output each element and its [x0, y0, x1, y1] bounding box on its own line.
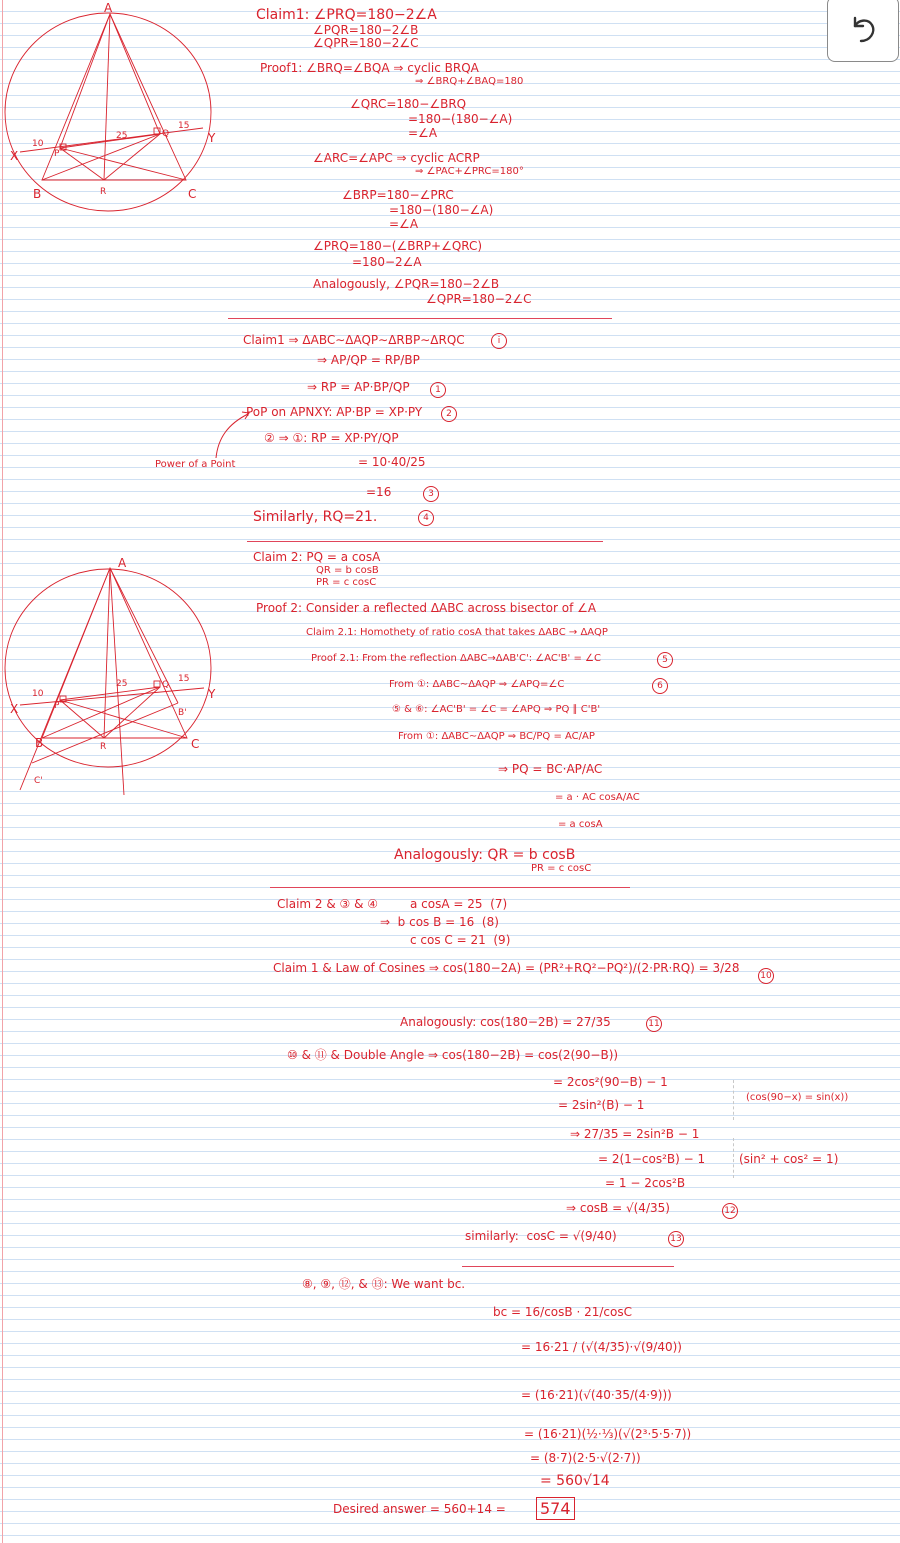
sec2-line-5: ② ⇒ ①: RP = XP·PY/QP: [264, 431, 399, 445]
side-note-cofunction: (cos(90−x) = sin(x)): [746, 1092, 849, 1103]
proof1-line-3: ∠QRC=180−∠BRQ: [350, 97, 467, 111]
figure1-segment-pr: [60, 148, 104, 180]
proof1-line-13: Analogously, ∠PQR=180−2∠B: [313, 277, 500, 291]
sec3-line-5: Claim 1 & Law of Cosines ⇒ cos(180−2A) = (PR²+RQ²−PQ²)/(2·PR·RQ) = 3/28: [273, 961, 740, 975]
undo-icon: [846, 12, 880, 46]
claim2-line-3: PR = c cosC: [316, 577, 377, 588]
figure1-segment-ap: [60, 14, 110, 148]
claim2-line-8: ⑤ & ⑥: ∠AC'B' = ∠C = ∠APQ ⇒ PQ ∥ C'B': [392, 704, 601, 715]
final-answer-line: Desired answer = 560+14 =: [333, 1502, 510, 1516]
sec4-line-6: = (8·7)(2·5·√(2·7)): [530, 1451, 641, 1465]
figure1-length-pq: 25: [116, 131, 128, 141]
circled-12: 12: [722, 1203, 738, 1219]
claim2-line-9: From ①: ΔABC∼ΔAQP ⇒ BC/PQ = AC/AP: [398, 731, 595, 742]
claim2-line-1: Claim 2: PQ = a cosA: [253, 550, 381, 564]
sec2-line-7: =16: [366, 485, 392, 499]
figure1-triangle: [42, 14, 186, 180]
proof1-line-1: Proof1: ∠BRQ=∠BQA ⇒ cyclic BRQA: [260, 61, 479, 75]
figure2-altitude-a: [104, 568, 110, 738]
circled-i: i: [491, 333, 507, 349]
sec2-line-2: ⇒ AP/QP = RP/BP: [317, 353, 420, 367]
figure2-label-c-prime: C': [34, 776, 43, 786]
proof1-line-6: ∠ARC=∠APC ⇒ cyclic ACRP: [313, 151, 480, 165]
figure2-label-a: A: [118, 556, 127, 570]
figure1-cevian-bq: [42, 134, 160, 180]
proof1-line-8: ∠BRP=180−∠PRC: [342, 188, 454, 202]
claim2-line-14: PR = c cosC: [531, 863, 592, 874]
sec2-line-8: Similarly, RQ=21.: [253, 509, 378, 525]
circled-3: 3: [423, 486, 439, 502]
figure2-length-pq: 25: [116, 679, 128, 689]
proof1-line-2: ⇒ ∠BRQ+∠BAQ=180: [415, 76, 524, 87]
sec2-line-1: Claim1 ⇒ ΔABC∼ΔAQP∼ΔRBP∼ΔRQC: [243, 333, 465, 347]
sec3-line-7: ⑩ & ⑪ & Double Angle ⇒ cos(180−2B) = cos(2(90−B)): [287, 1048, 619, 1062]
section-divider-2: [247, 541, 603, 542]
proof1-line-9: =180−(180−∠A): [389, 203, 494, 217]
figure2-label-p: P: [54, 701, 60, 711]
claim2-line-4: Proof 2: Consider a reflected ΔABC across bisector of ∠A: [256, 601, 597, 615]
sec3-line-2: a cosA = 25 (7): [410, 897, 508, 911]
figure1-length-xp: 10: [32, 139, 44, 149]
side-note-divider-1: [733, 1080, 734, 1120]
figure1-label-p: P: [54, 149, 60, 159]
circled-2: 2: [441, 406, 457, 422]
circled-10: 10: [758, 968, 774, 984]
sec4-line-3: = 16·21 / (√(4/35)·√(9/40)): [521, 1340, 682, 1354]
sec3-line-14: similarly: cosC = √(9/40): [465, 1229, 617, 1243]
sec4-line-2: bc = 16/cosB · 21/cosC: [493, 1305, 632, 1319]
circled-4: 4: [418, 510, 434, 526]
claim2-line-11: = a · AC cosA/AC: [555, 792, 640, 803]
proof1-line-10: =∠A: [389, 217, 419, 231]
figure1-label-a: A: [104, 1, 113, 15]
section-divider-3: [270, 887, 630, 888]
sec2-line-3: ⇒ RP = AP·BP/QP: [307, 380, 410, 394]
figure2-reflection-side-ac: [20, 568, 110, 790]
sec4-line-4: = (16·21)(√(40·35/(4·9))): [521, 1388, 672, 1402]
claim2-line-6: Proof 2.1: From the reflection ΔABC→ΔAB'C': ∠AC'B' = ∠C: [311, 653, 601, 664]
figure2-label-q: Q: [162, 680, 170, 690]
claim2-line-2: QR = b cosB: [316, 565, 379, 576]
sec4-line-1: ⑧, ⑨, ⑫, & ⑬: We want bc.: [302, 1277, 466, 1291]
figure2-length-xp: 10: [32, 689, 44, 699]
final-answer-box: 574: [536, 1497, 575, 1520]
figure1-label-y: Y: [208, 131, 216, 145]
proof1-line-14: ∠QPR=180−2∠C: [426, 292, 532, 306]
figure2-label-b-prime: B': [178, 708, 187, 718]
proof1-line-12: =180−2∠A: [352, 255, 422, 269]
figure1-length-qy: 15: [178, 121, 190, 131]
figure1-label-x: X: [10, 149, 19, 163]
sec4-line-7: = 560√14: [540, 1473, 610, 1489]
sec3-line-3: ⇒ b cos B = 16 (8): [380, 915, 499, 929]
proof1-line-7: ⇒ ∠PAC+∠PRC=180°: [415, 166, 524, 177]
figure2-label-x: X: [10, 702, 19, 716]
figure2-cevian-cp: [60, 700, 187, 738]
sec3-line-12: = 1 − 2cos²B: [605, 1176, 686, 1190]
claim2-line-5: Claim 2.1: Homothety of ratio cosA that takes ΔABC → ΔAQP: [306, 627, 608, 638]
sec3-line-11: = 2(1−cos²B) − 1: [598, 1152, 706, 1166]
section-divider-4: [462, 1266, 674, 1267]
figure2-right-angle-q: [154, 681, 160, 687]
circled-1: 1: [430, 382, 446, 398]
claim2-line-12: = a cosA: [558, 819, 603, 830]
claim2-line-7: From ①: ΔABC∼ΔAQP ⇒ ∠APQ=∠C: [389, 679, 565, 690]
figure2-label-r: R: [100, 742, 107, 752]
side-note-pythagorean: (sin² + cos² = 1): [739, 1152, 839, 1166]
figure2-label-c: C: [191, 737, 200, 751]
figure1-label-r: R: [100, 187, 107, 197]
proof1-line-11: ∠PRQ=180−(∠BRP+∠QRC): [313, 239, 483, 253]
side-note-divider-2: [733, 1138, 734, 1178]
sec2-line-4: PoP on APNXY: AP·BP = XP·PY: [246, 405, 423, 419]
circled-13: 13: [668, 1231, 684, 1247]
circled-5: 5: [657, 652, 673, 668]
figure1-diagram: [0, 0, 230, 215]
figure1-label-c: C: [188, 187, 197, 201]
figure1-segment-aq: [110, 14, 160, 134]
sec3-line-6: Analogously: cos(180−2B) = 27/35: [400, 1015, 611, 1029]
sec3-line-13: ⇒ cosB = √(4/35): [566, 1201, 670, 1215]
claim2-line-10: ⇒ PQ = BC·AP/AC: [498, 762, 603, 776]
figure1-label-b: B: [33, 187, 42, 201]
sec4-line-5: = (16·21)(½·⅓)(√(2³·5·5·7)): [524, 1427, 692, 1441]
sec3-line-8: = 2cos²(90−B) − 1: [553, 1075, 668, 1089]
power-of-a-point-note: Power of a Point: [155, 459, 236, 470]
figure1-label-q: Q: [162, 129, 170, 139]
claim2-line-13: Analogously: QR = b cosB: [394, 847, 576, 863]
power-of-a-point-arrow: [212, 408, 252, 460]
circled-11: 11: [646, 1016, 662, 1032]
figure2-triangle: [42, 568, 190, 738]
figure1-circumcircle: [5, 13, 211, 211]
figure2-length-qy: 15: [178, 674, 190, 684]
figure2-segment-pr: [60, 700, 104, 738]
claim1-line-2: ∠PQR=180−2∠B: [313, 23, 419, 37]
figure2-label-y: Y: [208, 687, 216, 701]
undo-button[interactable]: [827, 0, 899, 62]
claim1-line-1: Claim1: ∠PRQ=180−2∠A: [256, 7, 437, 23]
claim1-line-3: ∠QPR=180−2∠C: [313, 36, 419, 50]
circled-6: 6: [652, 678, 668, 694]
proof1-line-4: =180−(180−∠A): [408, 112, 513, 126]
sec3-line-9: = 2sin²(B) − 1: [558, 1098, 645, 1112]
proof1-line-5: =∠A: [408, 126, 438, 140]
figure2-line-xy: [20, 688, 204, 705]
figure2-label-b: B: [35, 736, 44, 750]
figure2-diagram: [0, 555, 230, 795]
sec3-line-10: ⇒ 27/35 = 2sin²B − 1: [570, 1127, 700, 1141]
sec3-line-4: c cos C = 21 (9): [410, 933, 511, 947]
section-divider-1: [228, 318, 612, 319]
sec2-line-6: = 10·40/25: [358, 455, 426, 469]
sec3-line-1: Claim 2 & ③ & ④: [277, 897, 379, 911]
figure1-line-xy: [20, 128, 203, 152]
